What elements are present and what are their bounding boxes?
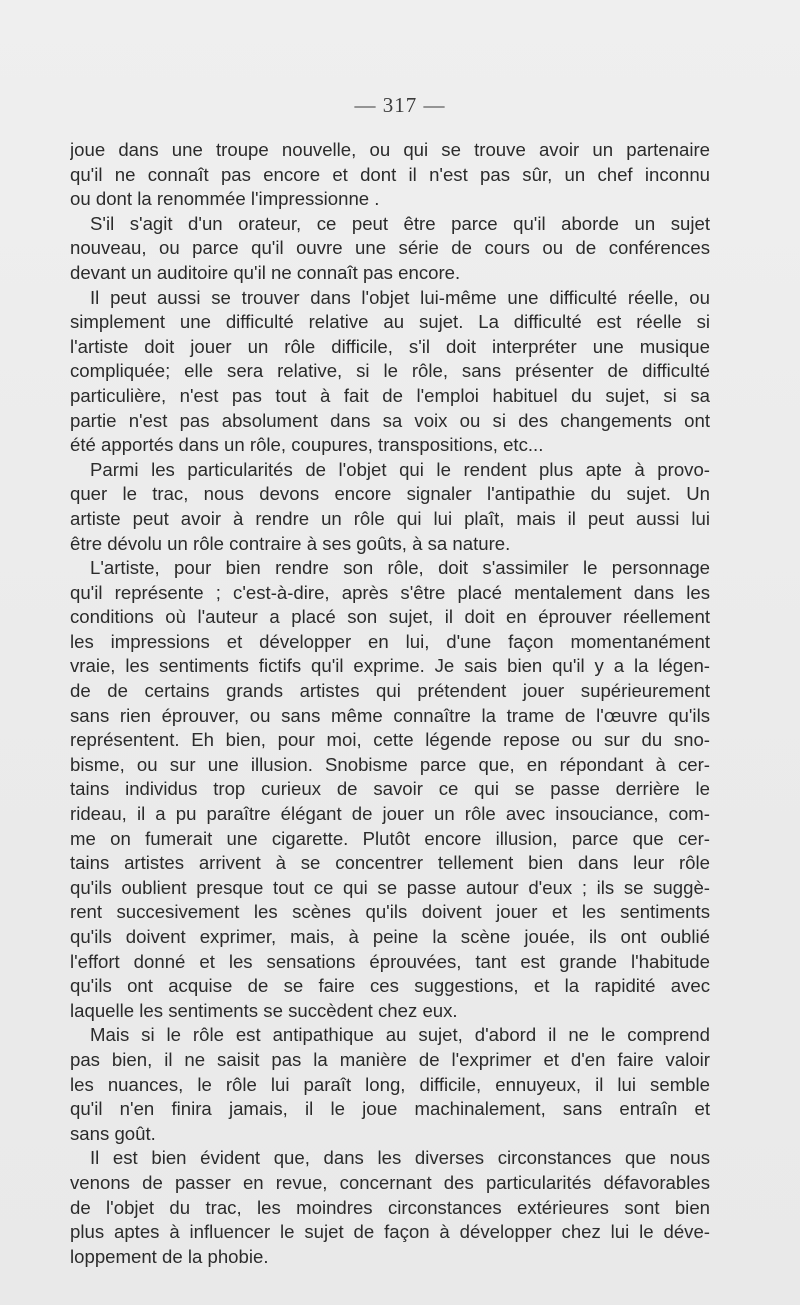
text-line: L'artiste, pour bien rendre son rôle, doit s'assimiler le personnage bbox=[90, 557, 710, 579]
paragraph bbox=[70, 1023, 710, 1146]
text-line: pas bien, il ne saisit pas la manière de l'exprimer et d'en faire valoir bbox=[70, 1048, 710, 1070]
text-line: Parmi les particularités de l'objet qui le rendent plus apte à provo- bbox=[90, 458, 710, 480]
text-line: qu'il n'en finira jamais, il le joue machinalement, sans entraîn et bbox=[70, 1098, 710, 1120]
text-line: devant un auditoire qu'il ne connaît pas encore. bbox=[70, 261, 461, 283]
text-line: Mais si le rôle est antipathique au sujet, d'abord il ne le comprend bbox=[90, 1024, 710, 1046]
text-line: partie n'est pas absolument dans sa voix ou si des changements ont bbox=[70, 409, 710, 431]
text-line: particulière, n'est pas tout à fait de l'emploi habituel du sujet, si sa bbox=[70, 384, 710, 406]
paragraph bbox=[70, 458, 710, 556]
text-line: l'effort donné et les sensations éprouvées, tant est grande l'habitude bbox=[70, 950, 710, 972]
paragraph bbox=[70, 286, 710, 458]
paragraph bbox=[70, 556, 710, 1023]
text-line: laquelle les sentiments se succèdent chez eux. bbox=[70, 999, 458, 1021]
text-line: l'artiste doit jouer un rôle difficile, s'il doit interpréter une musique bbox=[70, 335, 710, 357]
text-line: rideau, il a pu paraître élégant de jouer un rôle avec insouciance, com- bbox=[70, 803, 710, 825]
paragraph bbox=[70, 138, 710, 212]
page-number: — 317 — bbox=[354, 93, 446, 117]
text-line: venons de passer en revue, concernant des particularités défavorables bbox=[70, 1171, 710, 1193]
text-line: quer le trac, nous devons encore signaler l'antipathie du sujet. Un bbox=[70, 483, 710, 505]
text-line: représentent. Eh bien, pour moi, cette légende repose ou sur du sno- bbox=[70, 729, 710, 751]
text-line: artiste peut avoir à rendre un rôle qui lui plaît, mais il peut aussi lui bbox=[70, 507, 710, 529]
text-line: compliquée; elle sera relative, si le rôle, sans présenter de difficulté bbox=[70, 360, 710, 382]
text-line: me on fumerait une cigarette. Plutôt encore illusion, parce que cer- bbox=[70, 827, 710, 849]
text-line: été apportés dans un rôle, coupures, transpositions, etc... bbox=[70, 434, 544, 456]
text-line: simplement une difficulté relative au sujet. La difficulté est réelle si bbox=[70, 311, 710, 333]
text-line: sans rien éprouver, ou sans même connaître la trame de l'œuvre qu'ils bbox=[70, 704, 710, 726]
text-line: loppement de la phobie. bbox=[70, 1245, 269, 1267]
text-line: sans goût. bbox=[70, 1122, 156, 1144]
text-line: Il peut aussi se trouver dans l'objet lui-même une difficulté réelle, ou bbox=[90, 286, 710, 308]
text-line: tains artistes arrivent à se concentrer tellement bien dans leur rôle bbox=[70, 852, 710, 874]
text-line: les impressions et développer en lui, d'une façon momentanément bbox=[70, 630, 710, 652]
body-text bbox=[70, 138, 710, 1269]
paragraph bbox=[70, 1146, 710, 1269]
text-line: qu'il représente ; c'est-à-dire, après s'être placé mentalement dans les bbox=[70, 581, 710, 603]
text-line: qu'ils ont acquise de se faire ces suggestions, et la rapidité avec bbox=[70, 975, 710, 997]
text-line: S'il s'agit d'un orateur, ce peut être parce qu'il aborde un sujet bbox=[90, 212, 710, 234]
text-line: plus aptes à influencer le sujet de façon à développer chez lui le déve- bbox=[70, 1221, 710, 1243]
text-line: de de certains grands artistes qui prétendent jouer supérieurement bbox=[70, 680, 710, 702]
text-line: Il est bien évident que, dans les diverses circonstances que nous bbox=[90, 1147, 710, 1169]
text-line: tains individus trop curieux de savoir ce qui se passe derrière le bbox=[70, 778, 710, 800]
text-line: être dévolu un rôle contraire à ses goûts, à sa nature. bbox=[70, 532, 511, 554]
text-line: qu'ils doivent exprimer, mais, à peine la scène jouée, ils ont oublié bbox=[70, 926, 710, 947]
text-line: joue dans une troupe nouvelle, ou qui se trouve avoir un partenaire bbox=[70, 139, 710, 160]
text-line: qu'ils oublient presque tout ce qui se passe autour d'eux ; ils se suggè- bbox=[70, 876, 710, 898]
paragraph bbox=[70, 212, 710, 286]
text-line: rent succesivement les scènes qu'ils doivent jouer et les sentiments bbox=[70, 901, 710, 923]
text-line: vraie, les sentiments fictifs qu'il exprime. Je sais bien qu'il y a la légen- bbox=[70, 655, 710, 677]
text-line: conditions où l'auteur a placé son sujet, il doit en éprouver réellement bbox=[70, 606, 710, 628]
text-line: ou dont la renommée l'impressionne . bbox=[70, 188, 380, 210]
text-line: de l'objet du trac, les moindres circonstances extérieures sont bien bbox=[70, 1196, 710, 1218]
text-line: qu'il ne connaît pas encore et dont il n'est pas sûr, un chef inconnu bbox=[70, 163, 710, 185]
text-line: bisme, ou sur une illusion. Snobisme parce que, en répondant à cer- bbox=[70, 753, 710, 775]
text-line: les nuances, le rôle lui paraît long, difficile, ennuyeux, il lui semble bbox=[70, 1073, 710, 1095]
text-line: nouveau, ou parce qu'il ouvre une série de cours ou de conférences bbox=[70, 237, 710, 259]
